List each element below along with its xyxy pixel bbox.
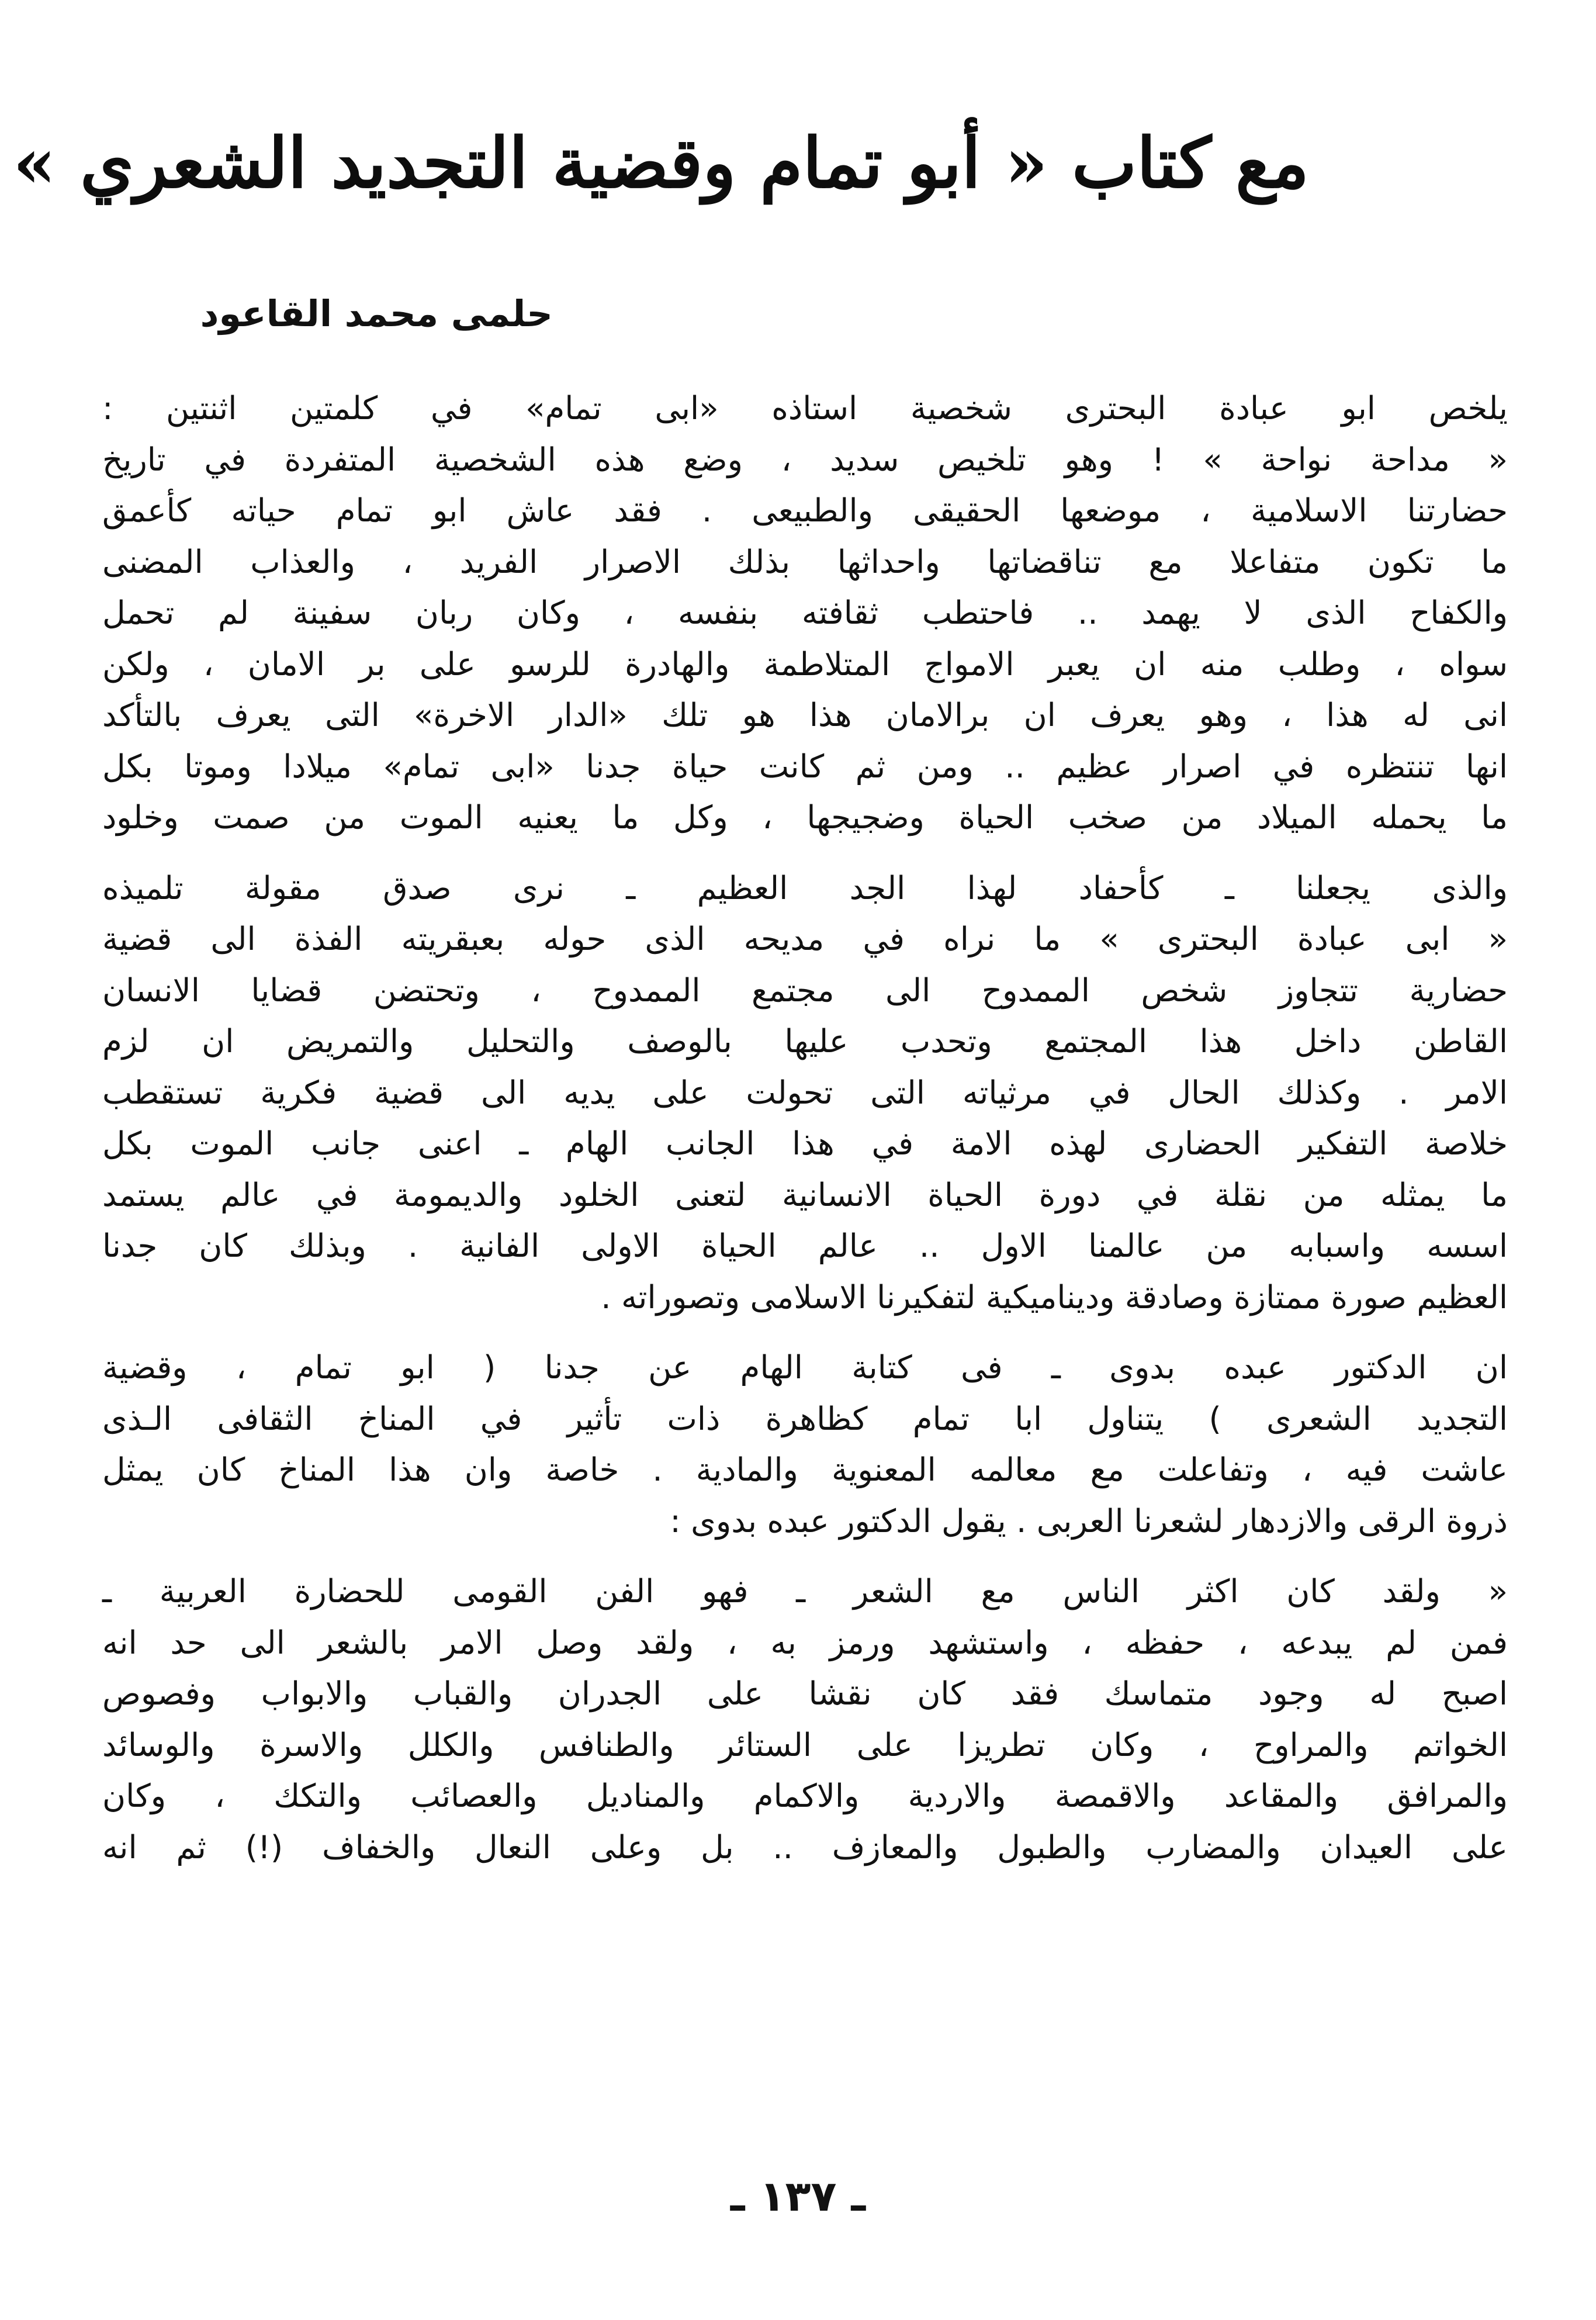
text-line: والمرافق والمقاعد والاقمصة والاردية والاكمام والمناديل والعصائب والتكك ، وكان — [102, 1777, 1508, 1814]
paragraph — [102, 1566, 1508, 1873]
text-line: عاشت فيه ، وتفاعلت مع معالمه المعنوية والمادية . خاصة وان هذا المناخ كان يمثل — [102, 1451, 1508, 1488]
text-line: الامر . وكذلك الحال في مرثياته التى تحولت على يديه الى قضية فكرية تستقطب — [102, 1073, 1508, 1111]
text-line: القاطن داخل هذا المجتمع وتحدب عليها بالوصف والتحليل والتمريض ان لزم — [102, 1022, 1508, 1060]
page-number: ـ ١٣٧ ـ — [730, 2172, 866, 2221]
text-line: على العيدان والمضارب والطبول والمعازف .. بل وعلى النعال والخفاف (!) ثم انه — [102, 1828, 1508, 1866]
text-line: ان الدكتور عبده بدوى ـ فى كتابة الهام عن جدنا ( ابو تمام ، وقضية — [102, 1349, 1508, 1386]
text-line: خلاصة التفكير الحضارى لهذه الامة في هذا الجانب الهام ـ اعنى جانب الموت بكل — [102, 1125, 1508, 1162]
article-body — [102, 383, 1508, 1873]
text-line: ما يحمله الميلاد من صخب الحياة وضجيجها ، وكل ما يعنيه الموت من صمت وخلود — [102, 798, 1508, 836]
text-line: ذروة الرقى والازدهار لشعرنا العربى . يقول الدكتور عبده بدوى : — [670, 1502, 1508, 1540]
text-line: « ابى عبادة البحترى » ما نراه في مديحه الذى حوله بعبقريته الفذة الى قضية — [102, 920, 1508, 957]
text-line: ما يمثله من نقلة في دورة الحياة الانسانية لتعنى الخلود والديمومة في عالم يستمد — [102, 1175, 1508, 1213]
text-line: اسسه واسبابه من عالمنا الاول .. عالم الحياة الاولى الفانية . وبذلك كان جدنا — [102, 1227, 1508, 1264]
text-line: حضارية تتجاوز شخص الممدوح الى مجتمع الممدوح ، وتحتضن قضايا الانسان — [102, 971, 1508, 1009]
text-line: العظيم صورة ممتازة وصادقة وديناميكية لتفكيرنا الاسلامى وتصوراته . — [601, 1278, 1508, 1316]
paragraph-gap — [102, 1547, 1508, 1566]
author-name: حلمى محمد القاعود — [200, 292, 553, 335]
text-line: « ولقد كان اكثر الناس مع الشعر ـ فهو الفن القومى للحضارة العربية ـ — [102, 1572, 1508, 1610]
text-line: انى له هذا ، وهو يعرف ان برالامان هذا هو تلك «الدار الاخرة» التى يعرف بالتأكد — [102, 696, 1508, 734]
text-line: والكفاح الذى لا يهمد .. فاحتطب ثقافته بنفسه ، وكان ربان سفينة لم تحمل — [102, 594, 1508, 631]
paragraph — [102, 383, 1508, 843]
text-line: اصبح له وجود متماسك فقد كان نقشا على الجدران والقباب والابواب وفصوص — [102, 1675, 1508, 1712]
text-line: يلخص ابو عبادة البحترى شخصية استاذه «ابى تمام» في كلمتين اثنتين : — [102, 389, 1508, 427]
paragraph-gap — [102, 843, 1508, 863]
paragraph — [102, 1342, 1508, 1547]
paragraph — [102, 863, 1508, 1323]
text-line: انها تنتظره في اصرار عظيم .. ومن ثم كانت حياة جدنا «ابى تمام» ميلادا وموتا بكل — [102, 747, 1508, 785]
text-line: « مداحة نواحة » ! وهو تلخيص سديد ، وضع هذه الشخصية المتفردة في تاريخ — [102, 440, 1508, 478]
text-line: والذى يجعلنا ـ كأحفاد لهذا الجد العظيم ـ نرى صدق مقولة تلميذه — [102, 869, 1508, 907]
text-line: الخواتم والمراوح ، وكان تطريزا على الستائر والطنافس والكلل والاسرة والوسائد — [102, 1726, 1508, 1764]
article-title: مع كتاب « أبو تمام وقضية التجديد الشعري » — [13, 122, 1309, 203]
text-line: حضارتنا الاسلامية ، موضعها الحقيقى والطبيعى . فقد عاش ابو تمام حياته كأعمق — [102, 492, 1508, 529]
paragraph-gap — [102, 1323, 1508, 1342]
text-line: سواه ، وطلب منه ان يعبر الامواج المتلاطمة والهادرة للرسو على بر الامان ، ولكن — [102, 645, 1508, 683]
text-line: ما تكون متفاعلا مع تناقضاتها واحداثها بذلك الاصرار الفريد ، والعذاب المضنى — [102, 542, 1508, 580]
text-line: فمن لم يبدعه ، حفظه ، واستشهد ورمز به ، ولقد وصل الامر بالشعر الى حد انه — [102, 1623, 1508, 1661]
text-line: التجديد الشعرى ) يتناول ابا تمام كظاهرة ذات تأثير في المناخ الثقافى الـذى — [102, 1399, 1508, 1437]
